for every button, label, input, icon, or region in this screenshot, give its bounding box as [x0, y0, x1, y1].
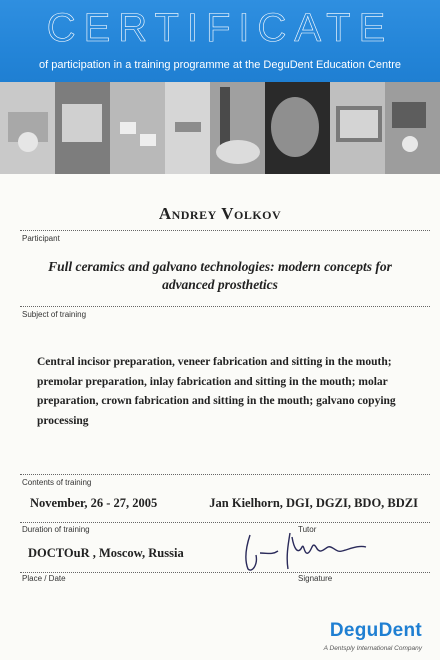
- signature-label: Signature: [298, 574, 333, 583]
- subject-label: Subject of training: [22, 310, 87, 319]
- subject-text: Full ceramics and galvano technologies: modern concepts for advanced prosthetics: [48, 259, 392, 292]
- contents-text: Central incisor preparation, veneer fabrication and sitting in the mouth; premolar preparation, inlay fabrication and sitting in the mouth; molar preparation, crown fabrication and sitting in the mouth; galvano copying processing: [37, 356, 396, 427]
- subject-divider: [20, 306, 430, 307]
- contents-label: Contents of training: [22, 478, 92, 487]
- place-label: Place / Date: [22, 574, 66, 583]
- participant-divider: [20, 230, 430, 231]
- photo-collage-icon: [0, 82, 440, 174]
- certificate-header: [0, 0, 440, 82]
- degudent-tagline: A Dentsply International Company: [323, 645, 422, 652]
- certificate-title: CERTIFICATE: [46, 6, 394, 50]
- tutor-value: Jan Kielhorn, DGI, DGZI, BDO, BDZI: [209, 496, 418, 510]
- place-divider: [20, 572, 430, 573]
- participant-name: Andrey Volkov: [158, 204, 282, 223]
- signature-image: [232, 525, 372, 575]
- duration-label: Duration of training: [22, 525, 90, 534]
- contents-divider: [20, 474, 430, 475]
- certificate-subtitle: of participation in a training programme at the DeguDent Education Centre: [39, 59, 401, 71]
- duration-value: November, 26 - 27, 2005: [30, 496, 158, 510]
- place-value: DOCTOuR , Moscow, Russia: [28, 546, 184, 560]
- tutor-label: Tutor: [298, 525, 317, 534]
- duration-divider: [20, 522, 430, 523]
- photo-strip-image: [0, 82, 440, 174]
- degudent-logo: DeguDent: [329, 620, 422, 641]
- participant-label: Participant: [22, 234, 60, 243]
